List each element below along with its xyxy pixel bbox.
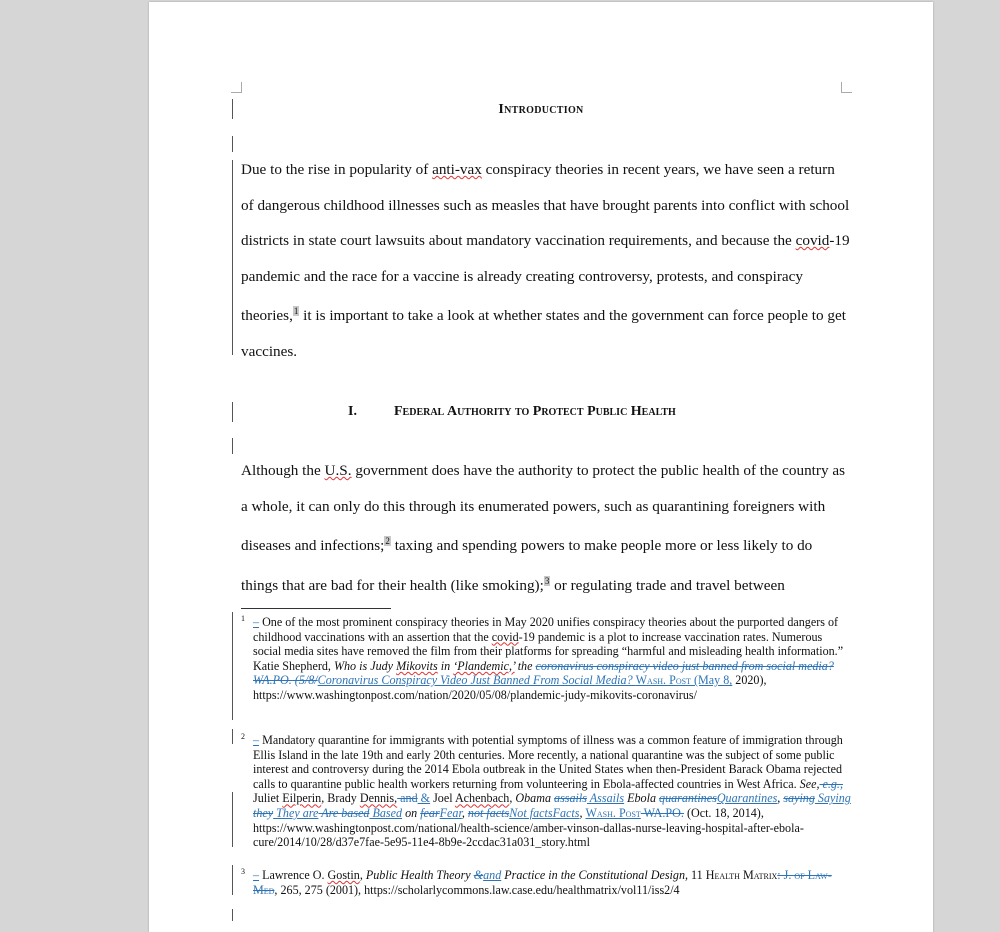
change-bar [232, 792, 233, 847]
crop-mark-top-left [231, 82, 242, 93]
footnote-mark: 2 [241, 732, 245, 741]
footnote-1: 1 – One of the most prominent conspiracy theories in May 2020 unifies conspiracy theories about the purported dangers of childhood vaccinations with an assertion that the covid-19 pandemic is a plot to increase vaccination rates. Numerous social media sites have removed the film from their platforms for spreading “harmful and misleading health information.” Katie Shepherd, Who is Judy Mikovits in ‘Plandemic,’ the coronavirus conspiracy video just banned from social media? WA.PO. (5/8/Coronavirus Conspiracy Video Just Banned From Social Media? Wash. Post (May 8, 2020), https://www.washingtonpost.com/nation/2020/05/08/plandemic-judy-mikovits-coronavirus/ [241, 614, 844, 702]
footnote-3: 3 – Lawrence O. Gostin, Public Health Theory &and Practice in the Constitutional Design, 11 Health Matrix: J. of Law-Med, 265, 275 (2001), https://scholarlycommons.law.case.edu/healthmatrix/vol11/iss2/4 [241, 867, 832, 897]
change-bar [232, 160, 233, 355]
footnote-separator [241, 608, 391, 609]
section-paragraph: Although the U.S. government does have the authority to protect the public health of the country as a whole, it can only do this through its enumerated powers, such as quarantining foreigners with diseases and infections;$^2$ taxing and spending powers to make people more or less likely to do things that are bad for their health (like smoking);$^3$ or regulating trade and travel between [241, 462, 845, 594]
footnote-mark: 1 [241, 614, 245, 623]
intro-paragraph: Due to the rise in popularity of anti-vax conspiracy theories in recent years, we have seen a return of dangerous childhood illnesses such as measles that have brought parents into conflict with school districts in state court lawsuits about mandatory vaccination requirements, and because the covid-19 pandemic and the race for a vaccine is already creating controversy, protests, and conspiracy theories,$^1$ it is important to take a look at whether states and the government can force people to get vaccines. [241, 161, 850, 360]
change-bar [232, 99, 233, 119]
crop-mark-top-right [841, 82, 852, 93]
change-bar [232, 402, 233, 422]
footnote-ref-1[interactable]: 1 [293, 306, 299, 316]
change-bar [232, 438, 233, 454]
change-bar [232, 729, 233, 744]
document-page [149, 2, 933, 932]
change-bar [232, 612, 233, 720]
footnote-mark: 3 [241, 867, 245, 876]
footnote-2: 2 – Mandatory quarantine for immigrants with potential symptoms of illness was a common feature of immigration through Ellis Island in the late 19th and early 20th centuries. More recently, a national quarantine was the subject of some public interest and controversy during the 2014 Ebola outbreak in the United States when then-President Barack Obama rejected calls to quarantine public health workers returning from volunteering in Ebola-affected countries in West Africa. See, e.g., Juliet Eilperin, Brady Dennis, and & Joel Achenbach, Obama assails Assails Ebola quarantinesQuarantines, saying Saying they They are Are based Based on fearFear, not factsNot factsFacts, Wash. Post WA.PO. (Oct. 18, 2014), https://www.washingtonpost.com/national/health-science/amber-vinson-dallas-nurse-leaving-hospital-after-ebola-cure/2014/10/28/d37e7fae-5e95-11e4-8b9e-2ccdac31a031_story.html [241, 732, 851, 850]
heading-introduction: Introduction [498, 102, 584, 117]
section-title: Federal Authority to Protect Public Health [394, 404, 676, 419]
section-number: I. [348, 404, 357, 419]
change-bar [232, 909, 233, 921]
footnote-ref-3[interactable]: 3 [544, 575, 550, 586]
change-bar [232, 136, 233, 152]
change-bar [232, 865, 233, 895]
footnote-ref-2[interactable]: 2 [385, 536, 390, 546]
